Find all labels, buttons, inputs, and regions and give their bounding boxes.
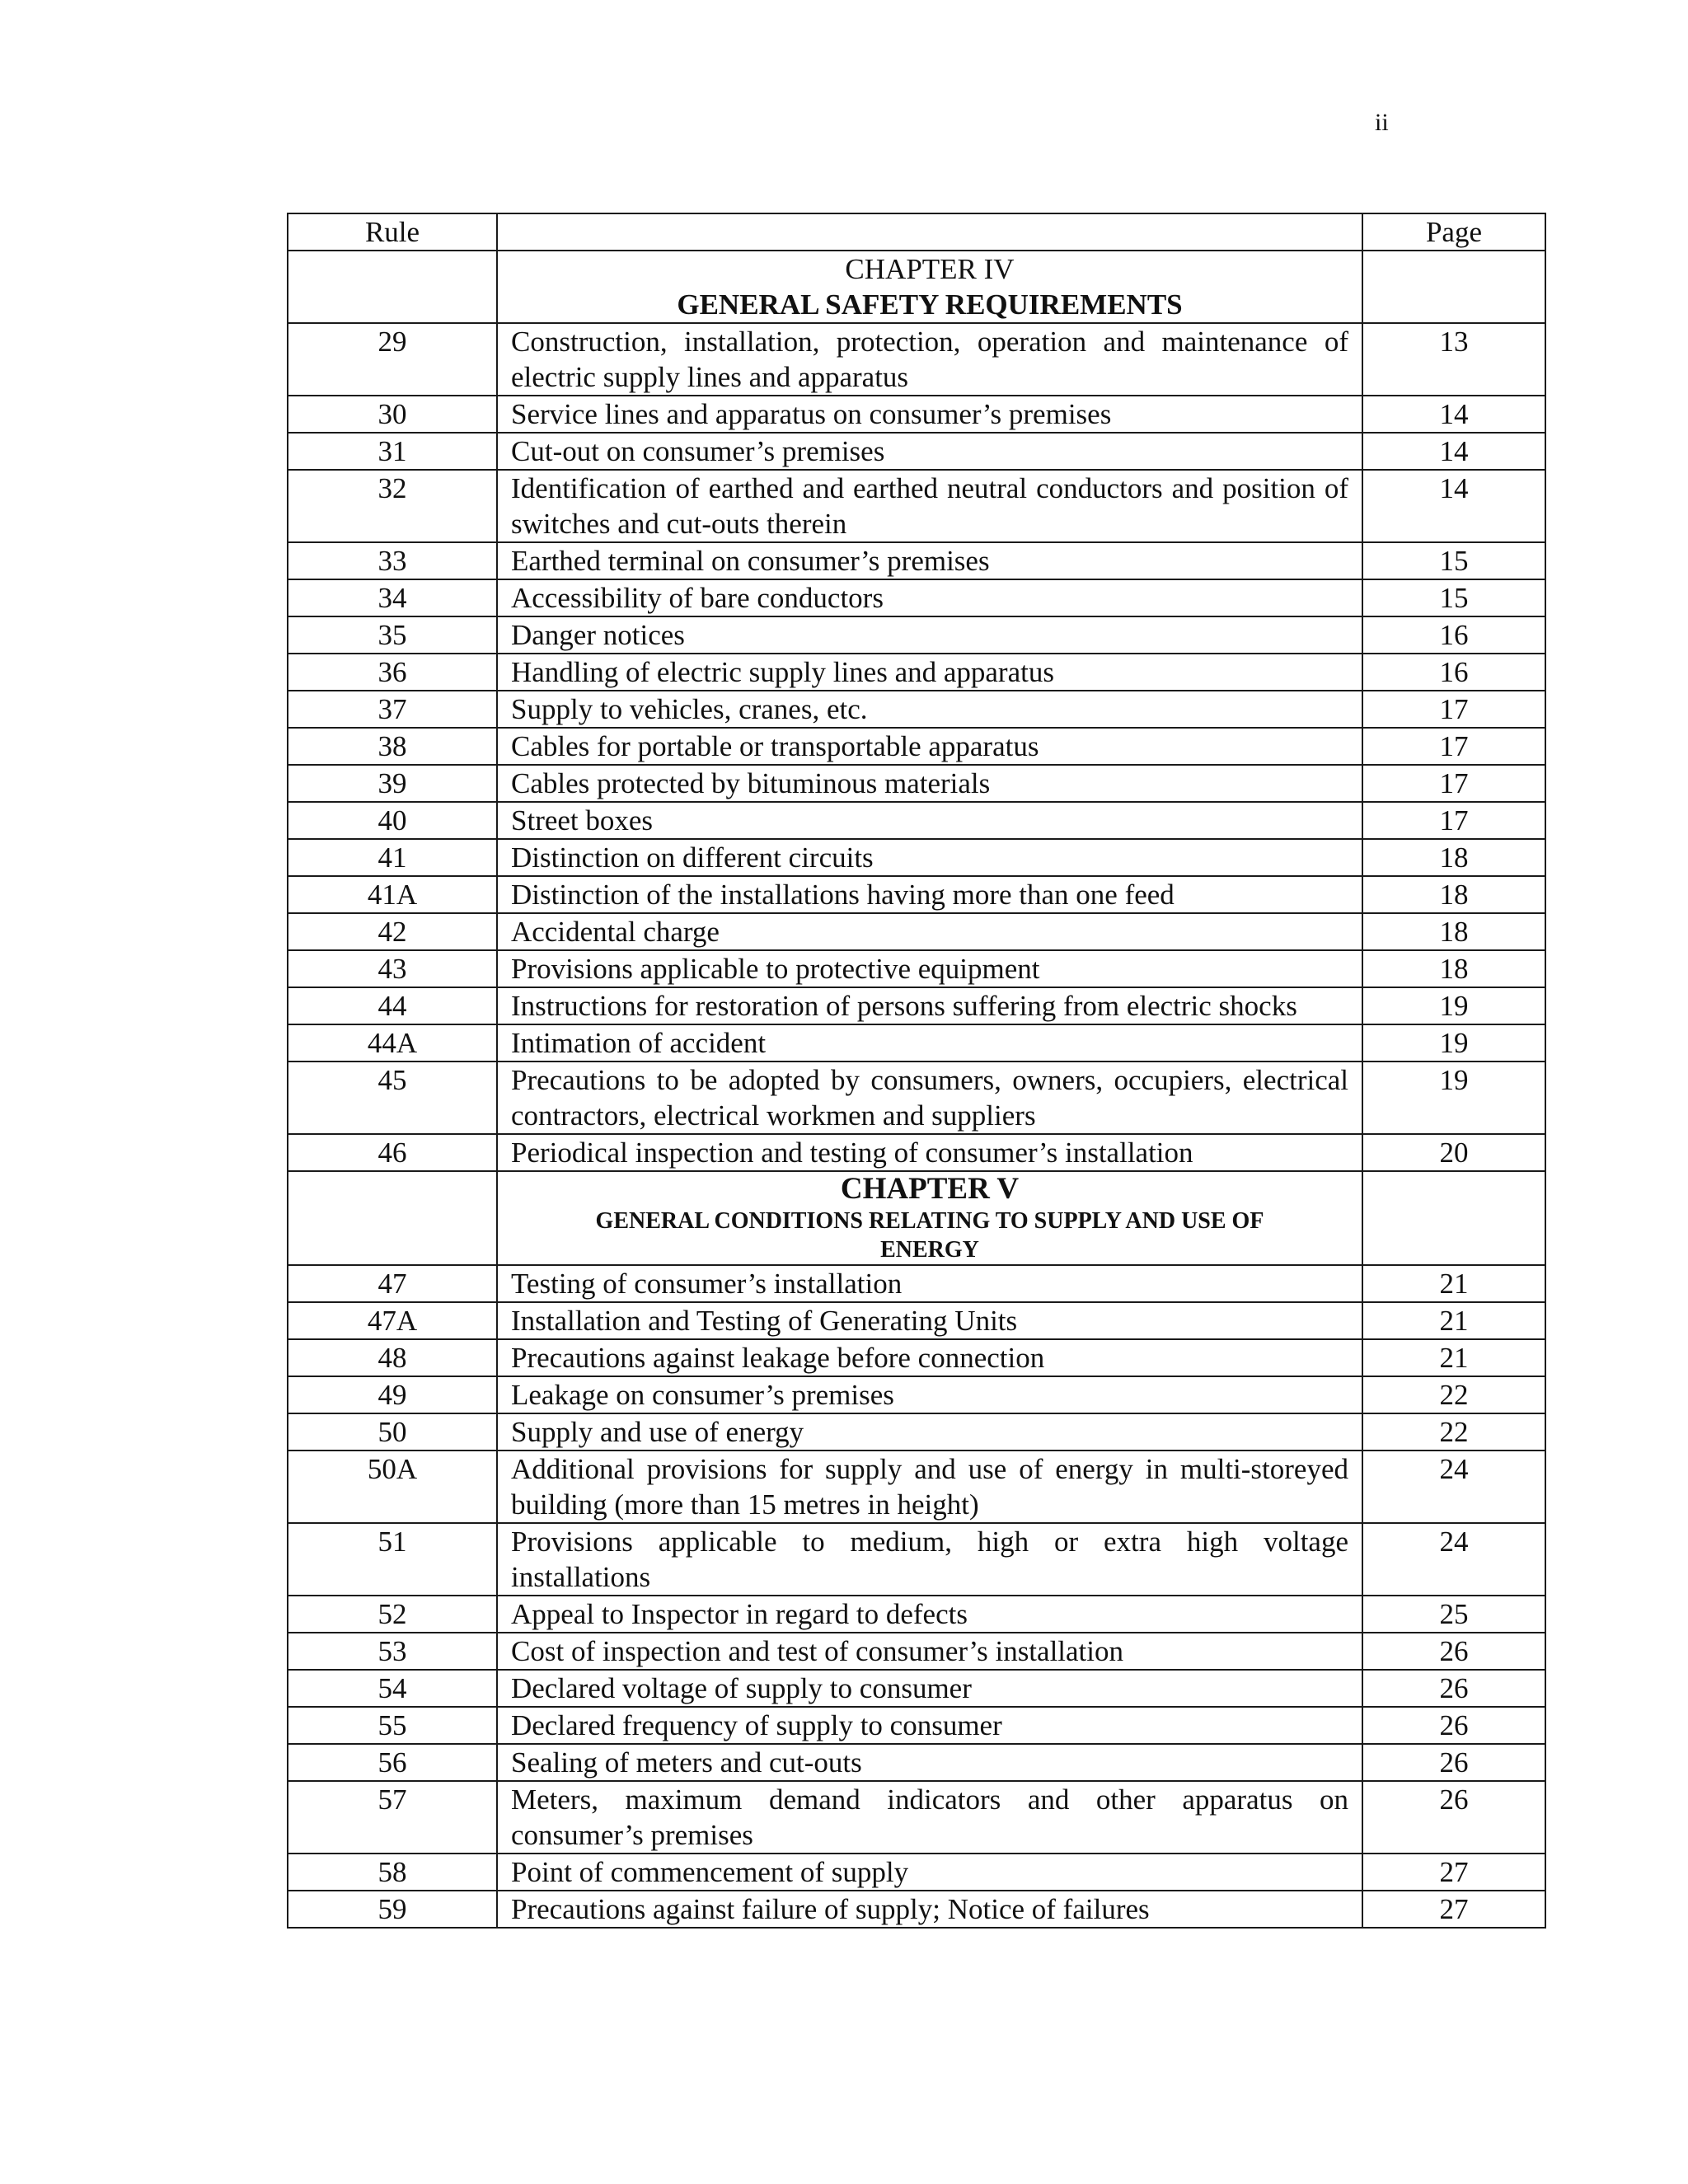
title-column-header — [497, 213, 1362, 251]
page-number-cell: 25 — [1362, 1596, 1545, 1633]
page-number-cell: 19 — [1362, 1024, 1545, 1062]
chapter-label: CHAPTER V — [840, 1172, 1020, 1206]
rule-title: Appeal to Inspector in regard to defects — [497, 1596, 1362, 1633]
page-number-cell: 14 — [1362, 470, 1545, 542]
table-row — [288, 1707, 1545, 1744]
page-number-cell: 26 — [1362, 1707, 1545, 1744]
table-row — [288, 1302, 1545, 1339]
rule-number: 47 — [288, 1265, 497, 1302]
table-row — [288, 1339, 1545, 1376]
rule-number: 39 — [288, 765, 497, 802]
empty-cell — [288, 251, 497, 323]
page-number-cell: 26 — [1362, 1744, 1545, 1781]
rule-title: Declared voltage of supply to consumer — [497, 1670, 1362, 1707]
table-row — [288, 1523, 1545, 1596]
table-row — [288, 876, 1545, 913]
rule-number: 44 — [288, 987, 497, 1024]
page-number-cell: 16 — [1362, 616, 1545, 654]
page-number-cell: 21 — [1362, 1339, 1545, 1376]
table-row — [288, 1670, 1545, 1707]
rule-number: 57 — [288, 1781, 497, 1854]
page-number-cell: 19 — [1362, 1062, 1545, 1134]
page-number-cell: 17 — [1362, 802, 1545, 839]
table-row — [288, 1451, 1545, 1523]
empty-cell — [288, 1171, 497, 1265]
rule-column-header: Rule — [288, 213, 497, 251]
rule-title: Meters, maximum demand indicators and other apparatus on consumer’s premises — [497, 1781, 1362, 1854]
table-row — [288, 654, 1545, 691]
rule-number: 51 — [288, 1523, 497, 1596]
page-number-cell: 17 — [1362, 728, 1545, 765]
rule-title: Additional provisions for supply and use of energy in multi-storeyed building (more than 15 metres in height) — [497, 1451, 1362, 1523]
rule-title: Declared frequency of supply to consumer — [497, 1707, 1362, 1744]
rule-title: Distinction of the installations having more than one feed — [497, 876, 1362, 913]
table-row — [288, 1854, 1545, 1891]
rule-title: Leakage on consumer’s premises — [497, 1376, 1362, 1413]
rule-number: 53 — [288, 1633, 497, 1670]
table-row — [288, 950, 1545, 987]
table-row — [288, 987, 1545, 1024]
rule-number: 33 — [288, 542, 497, 579]
page-number-cell: 24 — [1362, 1451, 1545, 1523]
rule-title: Construction, installation, protection, operation and maintenance of electric supply lines and apparatus — [497, 323, 1362, 396]
rule-title: Danger notices — [497, 616, 1362, 654]
rule-number: 50 — [288, 1413, 497, 1451]
rule-title: Cables for portable or transportable apparatus — [497, 728, 1362, 765]
page-number-cell: 26 — [1362, 1781, 1545, 1854]
table-row — [288, 1781, 1545, 1854]
rule-title: Handling of electric supply lines and apparatus — [497, 654, 1362, 691]
page-number-cell: 21 — [1362, 1265, 1545, 1302]
chapter-title: GENERAL CONDITIONS RELATING TO SUPPLY AND USE OF ENERGY — [595, 1208, 1264, 1263]
table-row — [288, 728, 1545, 765]
table-row — [288, 913, 1545, 950]
rule-title: Earthed terminal on consumer’s premises — [497, 542, 1362, 579]
table-row — [288, 1744, 1545, 1781]
table-header-row — [288, 213, 1545, 251]
table-row — [288, 1376, 1545, 1413]
rule-title: Cut-out on consumer’s premises — [497, 433, 1362, 470]
page-number-cell: 18 — [1362, 876, 1545, 913]
rule-title: Provisions applicable to protective equipment — [497, 950, 1362, 987]
rule-title: Service lines and apparatus on consumer’s premises — [497, 396, 1362, 433]
table-row — [288, 542, 1545, 579]
rule-title: Provisions applicable to medium, high or extra high voltage installations — [497, 1523, 1362, 1596]
chapter-title: GENERAL SAFETY REQUIREMENTS — [677, 288, 1183, 321]
rule-number: 32 — [288, 470, 497, 542]
page-number-cell: 14 — [1362, 433, 1545, 470]
page-number-cell: 13 — [1362, 323, 1545, 396]
page-number-cell: 26 — [1362, 1670, 1545, 1707]
rule-title: Identification of earthed and earthed neutral conductors and position of switches and cut-outs therein — [497, 470, 1362, 542]
rule-number: 42 — [288, 913, 497, 950]
rule-number: 56 — [288, 1744, 497, 1781]
page-number-cell: 15 — [1362, 579, 1545, 616]
page-number-cell: 17 — [1362, 765, 1545, 802]
rule-number: 41A — [288, 876, 497, 913]
rule-title: Point of commencement of supply — [497, 1854, 1362, 1891]
rule-number: 44A — [288, 1024, 497, 1062]
rule-number: 31 — [288, 433, 497, 470]
chapter-heading — [497, 251, 1362, 323]
rule-number: 43 — [288, 950, 497, 987]
rule-number: 37 — [288, 691, 497, 728]
page-number-cell: 18 — [1362, 950, 1545, 987]
rule-title: Accessibility of bare conductors — [497, 579, 1362, 616]
table-row — [288, 1265, 1545, 1302]
rule-number: 58 — [288, 1854, 497, 1891]
rule-title: Precautions to be adopted by consumers, owners, occupiers, electrical contractors, electrical workmen and suppliers — [497, 1062, 1362, 1134]
rule-title: Supply to vehicles, cranes, etc. — [497, 691, 1362, 728]
rule-title: Precautions against failure of supply; Notice of failures — [497, 1891, 1362, 1928]
rule-number: 38 — [288, 728, 497, 765]
rule-title: Intimation of accident — [497, 1024, 1362, 1062]
page-number-cell: 16 — [1362, 654, 1545, 691]
page-column-header: Page — [1362, 213, 1545, 251]
table-row — [288, 839, 1545, 876]
rule-title: Precautions against leakage before connection — [497, 1339, 1362, 1376]
page-number: ii — [1375, 109, 1389, 136]
rule-number: 49 — [288, 1376, 497, 1413]
rule-title: Periodical inspection and testing of consumer’s installation — [497, 1134, 1362, 1171]
table-row — [288, 1891, 1545, 1928]
rule-number: 30 — [288, 396, 497, 433]
page-number-cell: 20 — [1362, 1134, 1545, 1171]
page-number-cell: 15 — [1362, 542, 1545, 579]
table-row — [288, 470, 1545, 542]
empty-cell — [1362, 1171, 1545, 1265]
table-row — [288, 691, 1545, 728]
page-number-cell: 27 — [1362, 1891, 1545, 1928]
contents-table — [287, 213, 1546, 1929]
rule-number: 55 — [288, 1707, 497, 1744]
rule-title: Cables protected by bituminous materials — [497, 765, 1362, 802]
rule-title: Sealing of meters and cut-outs — [497, 1744, 1362, 1781]
page-number-cell: 26 — [1362, 1633, 1545, 1670]
table-row — [288, 616, 1545, 654]
rule-number: 48 — [288, 1339, 497, 1376]
table-row — [288, 802, 1545, 839]
table-row — [288, 1596, 1545, 1633]
table-row — [288, 579, 1545, 616]
table-row — [288, 396, 1545, 433]
page-number-cell: 17 — [1362, 691, 1545, 728]
rule-title: Installation and Testing of Generating Units — [497, 1302, 1362, 1339]
rule-title: Supply and use of energy — [497, 1413, 1362, 1451]
rule-number: 45 — [288, 1062, 497, 1134]
chapter-heading — [497, 1171, 1362, 1265]
rule-number: 34 — [288, 579, 497, 616]
page-number-cell: 22 — [1362, 1413, 1545, 1451]
rule-number: 47A — [288, 1302, 497, 1339]
rule-number: 52 — [288, 1596, 497, 1633]
table-row — [288, 433, 1545, 470]
empty-cell — [1362, 251, 1545, 323]
rule-number: 29 — [288, 323, 497, 396]
table-row — [288, 1024, 1545, 1062]
rule-title: Accidental charge — [497, 913, 1362, 950]
chapter-heading-row — [288, 251, 1545, 323]
rule-number: 50A — [288, 1451, 497, 1523]
rule-number: 35 — [288, 616, 497, 654]
page-number-cell: 18 — [1362, 913, 1545, 950]
rule-number: 54 — [288, 1670, 497, 1707]
chapter-label: CHAPTER IV — [845, 253, 1015, 285]
page-number-cell: 22 — [1362, 1376, 1545, 1413]
rule-title: Cost of inspection and test of consumer’s installation — [497, 1633, 1362, 1670]
table-row — [288, 1062, 1545, 1134]
page-number-cell: 18 — [1362, 839, 1545, 876]
rule-title: Instructions for restoration of persons suffering from electric shocks — [497, 987, 1362, 1024]
page-number-cell: 21 — [1362, 1302, 1545, 1339]
rule-number: 46 — [288, 1134, 497, 1171]
rule-number: 40 — [288, 802, 497, 839]
rule-title: Distinction on different circuits — [497, 839, 1362, 876]
rule-title: Testing of consumer’s installation — [497, 1265, 1362, 1302]
page-number-cell: 14 — [1362, 396, 1545, 433]
table-row — [288, 1134, 1545, 1171]
table-row — [288, 1633, 1545, 1670]
rule-number: 59 — [288, 1891, 497, 1928]
chapter-heading-row — [288, 1171, 1545, 1265]
table-row — [288, 765, 1545, 802]
page-number-cell: 27 — [1362, 1854, 1545, 1891]
rule-number: 36 — [288, 654, 497, 691]
table-row — [288, 323, 1545, 396]
rule-number: 41 — [288, 839, 497, 876]
page-number-cell: 24 — [1362, 1523, 1545, 1596]
rule-title: Street boxes — [497, 802, 1362, 839]
table-row — [288, 1413, 1545, 1451]
page-number-cell: 19 — [1362, 987, 1545, 1024]
